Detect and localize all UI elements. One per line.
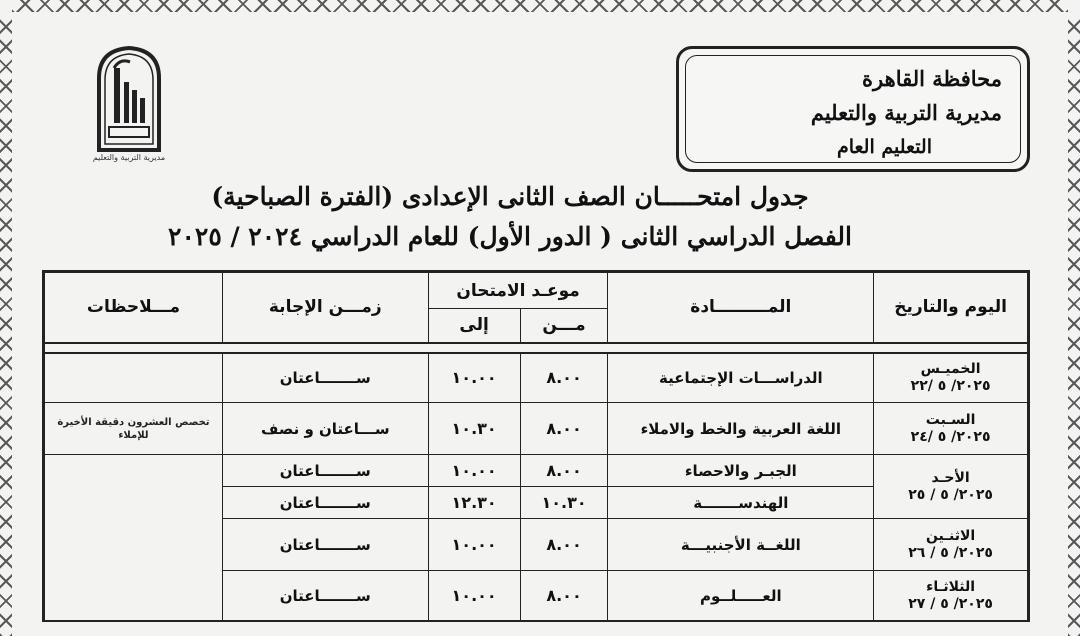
to-cell: ١٠.٠٠	[428, 519, 520, 571]
header-department: التعليم العام	[836, 136, 932, 158]
subject-cell: الهندســـــــة	[608, 487, 874, 519]
day-date-cell	[874, 519, 1028, 571]
day-date-cell	[874, 571, 1028, 621]
to-cell: ١٢.٣٠	[428, 487, 520, 519]
duration-cell: ســـــــاعتان	[222, 519, 428, 571]
from-cell: ٨.٠٠	[520, 571, 608, 621]
governorate-header-box	[676, 46, 1030, 172]
header-governorate: محافظة القاهرة	[862, 66, 1002, 91]
subject-cell: العـــــلــوم	[608, 571, 874, 621]
decorative-border-top	[12, 0, 1068, 12]
header-inner-frame	[685, 55, 1021, 163]
exam-date: ٢٠٢٥/ ٥ /٢٢	[910, 378, 991, 395]
day-name: السـبت	[925, 412, 976, 428]
notes-cell: تخصص العشرون دقيقة الأخيرة للإملاء	[45, 403, 223, 455]
schedule-subtitle: الفصل الدراسي الثانى ( الدور الأول) للعام الدراسي ٢٠٢٤ / ٢٠٢٥	[168, 222, 852, 251]
day-date-cell	[874, 353, 1028, 403]
from-cell: ٨.٠٠	[520, 353, 608, 403]
from-cell: ٨.٠٠	[520, 403, 608, 455]
header-duration: زمـــن الإجابة	[222, 273, 428, 343]
exam-date: ٢٠٢٥/ ٥ / ٢٦	[908, 545, 993, 561]
duration-cell: ســـــــاعتان	[222, 571, 428, 621]
duration-cell: ســـــــاعتان	[222, 487, 428, 519]
duration-cell: ســـــــاعتان	[222, 353, 428, 403]
day-name: الخميـس	[920, 361, 981, 378]
header-from: مـــن	[520, 309, 608, 343]
notes-cell	[45, 455, 223, 621]
subject-cell: اللغة العربية والخط والاملاء	[608, 403, 874, 455]
to-cell: ١٠.٠٠	[428, 353, 520, 403]
table-row	[45, 403, 1028, 455]
table-row	[45, 353, 1028, 403]
day-name: الثلاثـاء	[926, 579, 976, 595]
exam-date: ٢٠٢٥/ ٥ / ٢٧	[908, 596, 993, 612]
from-cell: ٨.٠٠	[520, 519, 608, 571]
day-name: الأحـد	[931, 470, 970, 486]
subject-cell: اللغــة الأجنبيـــة	[608, 519, 874, 571]
header-to: إلى	[428, 309, 520, 343]
day-date-cell	[874, 403, 1028, 455]
from-cell: ٨.٠٠	[520, 455, 608, 487]
to-cell: ١٠.٣٠	[428, 403, 520, 455]
exam-schedule-table	[42, 270, 1030, 622]
from-cell: ١٠.٣٠	[520, 487, 608, 519]
to-cell: ١٠.٠٠	[428, 571, 520, 621]
day-name: الاثنـين	[925, 528, 976, 544]
exam-date: ٢٠٢٥/ ٥ /٢٤	[910, 429, 991, 445]
to-cell: ١٠.٠٠	[428, 455, 520, 487]
cairo-directorate-logo	[74, 38, 184, 168]
notes-cell	[45, 353, 223, 403]
header-notes: مـــلاحظات	[45, 273, 223, 343]
header-subject: المـــــــــادة	[608, 273, 874, 343]
exam-date: ٢٠٢٥/ ٥ / ٢٥	[908, 487, 993, 503]
logo-caption: مديرية التربية والتعليم	[92, 153, 166, 162]
subject-cell: الدراســـات الإجتماعية	[608, 353, 874, 403]
day-date-cell	[874, 455, 1028, 519]
decorative-border-left	[0, 14, 12, 636]
header-exam-time: موعـد الامتحان	[428, 273, 608, 309]
decorative-border-right	[1068, 14, 1080, 636]
header-day-date: اليوم والتاريخ	[874, 273, 1028, 343]
header-directorate: مديرية التربية والتعليم	[810, 100, 1002, 125]
duration-cell: ســـــــاعتان	[222, 455, 428, 487]
table-row	[45, 455, 1028, 487]
schedule-title: جدول امتحـــــان الصف الثانى الإعدادى (الفترة الصباحية)	[211, 182, 809, 211]
subject-cell: الجبـر والاحصاء	[608, 455, 874, 487]
duration-cell: ســـاعتان و نصف	[222, 403, 428, 455]
